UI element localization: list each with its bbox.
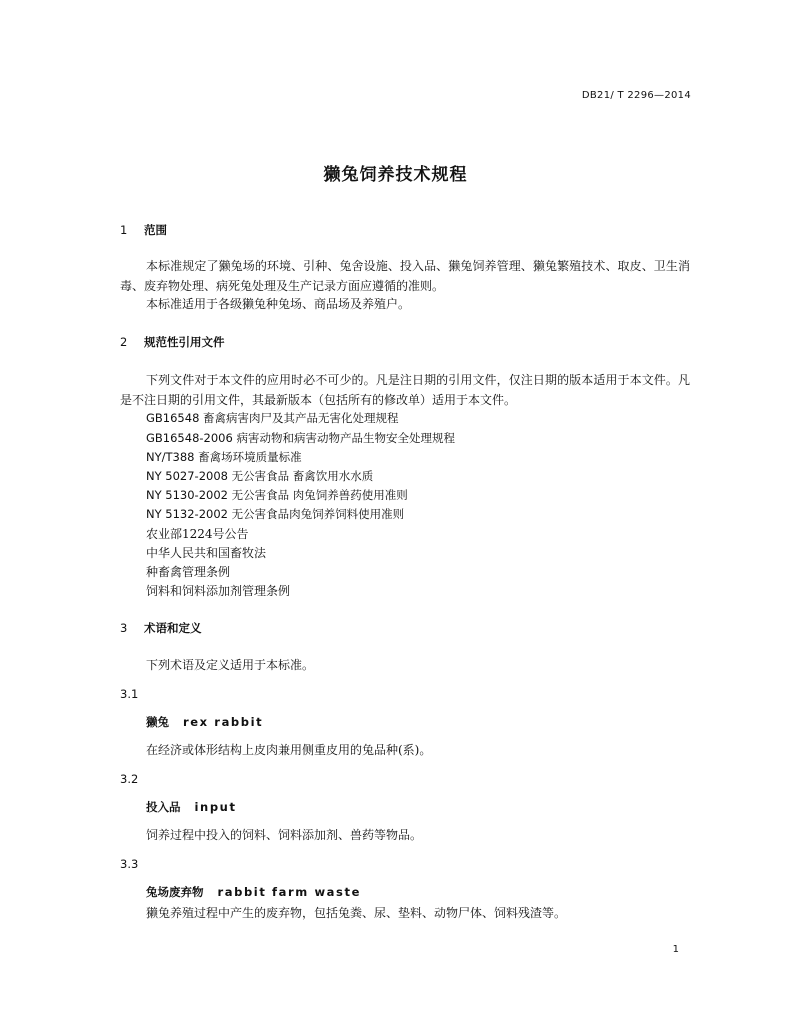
references-intro-paragraph: 下列文件对于本文件的应用时必不可少的。凡是注日期的引用文件，仅注日期的版本适用于本文件。凡是不注日期的引用文件，其最新版本（包括所有的修改单）适用于本文件。 bbox=[120, 373, 690, 407]
section-number: 3 bbox=[120, 621, 128, 635]
term-number: 3.2 bbox=[120, 772, 139, 786]
section-heading-scope bbox=[120, 222, 167, 238]
term-definition: 饲养过程中投入的饲料、饲料添加剂、兽药等物品。 bbox=[146, 828, 423, 842]
term-entry bbox=[146, 714, 263, 730]
reference-item: NY/T388 畜禽场环境质量标准 bbox=[146, 450, 302, 464]
term-chinese: 獭兔 bbox=[146, 715, 169, 729]
reference-item: NY 5132-2002 无公害食品肉兔饲养饲料使用准则 bbox=[146, 507, 405, 521]
reference-item: 农业部1224号公告 bbox=[146, 527, 249, 541]
section-number: 1 bbox=[120, 223, 128, 237]
term-definition: 獭兔养殖过程中产生的废弃物，包括兔粪、尿、垫料、动物尸体、饲料残渣等。 bbox=[146, 906, 567, 920]
standard-code: DB21/ T 2296—2014 bbox=[581, 90, 691, 101]
terms-intro-paragraph: 下列术语及定义适用于本标准。 bbox=[146, 658, 315, 672]
page-number: 1 bbox=[672, 944, 679, 955]
section-number: 2 bbox=[120, 335, 128, 349]
term-entry bbox=[146, 799, 237, 815]
term-entry bbox=[146, 884, 361, 900]
term-definition: 在经济或体形结构上皮肉兼用侧重皮用的兔品种(系)。 bbox=[146, 743, 432, 757]
scope-paragraph-2: 本标准适用于各级獭兔种兔场、商品场及养殖户。 bbox=[146, 297, 411, 311]
scope-paragraph-1: 本标准规定了獭兔场的环境、引种、兔舍设施、投入品、獭兔饲养管理、獭兔繁殖技术、取皮、卫生消毒、废弃物处理、病死兔处理及生产记录方面应遵循的准则。 bbox=[120, 259, 690, 293]
reference-item: 中华人民共和国畜牧法 bbox=[146, 546, 267, 560]
document-title: 獭兔饲养技术规程 bbox=[323, 165, 468, 185]
term-english: input bbox=[194, 800, 237, 814]
reference-item: 饲料和饲料添加剂管理条例 bbox=[146, 584, 291, 598]
term-number: 3.1 bbox=[120, 687, 139, 701]
term-number: 3.3 bbox=[120, 857, 139, 871]
section-title: 规范性引用文件 bbox=[144, 335, 225, 349]
section-title: 范围 bbox=[144, 223, 167, 237]
reference-item: NY 5027-2008 无公害食品 畜禽饮用水水质 bbox=[146, 469, 374, 483]
section-title: 术语和定义 bbox=[144, 621, 202, 635]
term-english: rex rabbit bbox=[183, 715, 264, 729]
reference-item: GB16548 畜禽病害肉尸及其产品无害化处理规程 bbox=[146, 411, 399, 425]
section-heading-terms-definitions bbox=[120, 620, 202, 636]
term-chinese: 兔场废弃物 bbox=[146, 885, 204, 899]
term-english: rabbit farm waste bbox=[217, 885, 361, 899]
reference-item: GB16548-2006 病害动物和病害动物产品生物安全处理规程 bbox=[146, 431, 455, 445]
section-heading-normative-references bbox=[120, 334, 225, 350]
reference-item: 种畜禽管理条例 bbox=[146, 565, 231, 579]
reference-item: NY 5130-2002 无公害食品 肉兔饲养兽药使用准则 bbox=[146, 488, 408, 502]
term-chinese: 投入品 bbox=[146, 800, 181, 814]
